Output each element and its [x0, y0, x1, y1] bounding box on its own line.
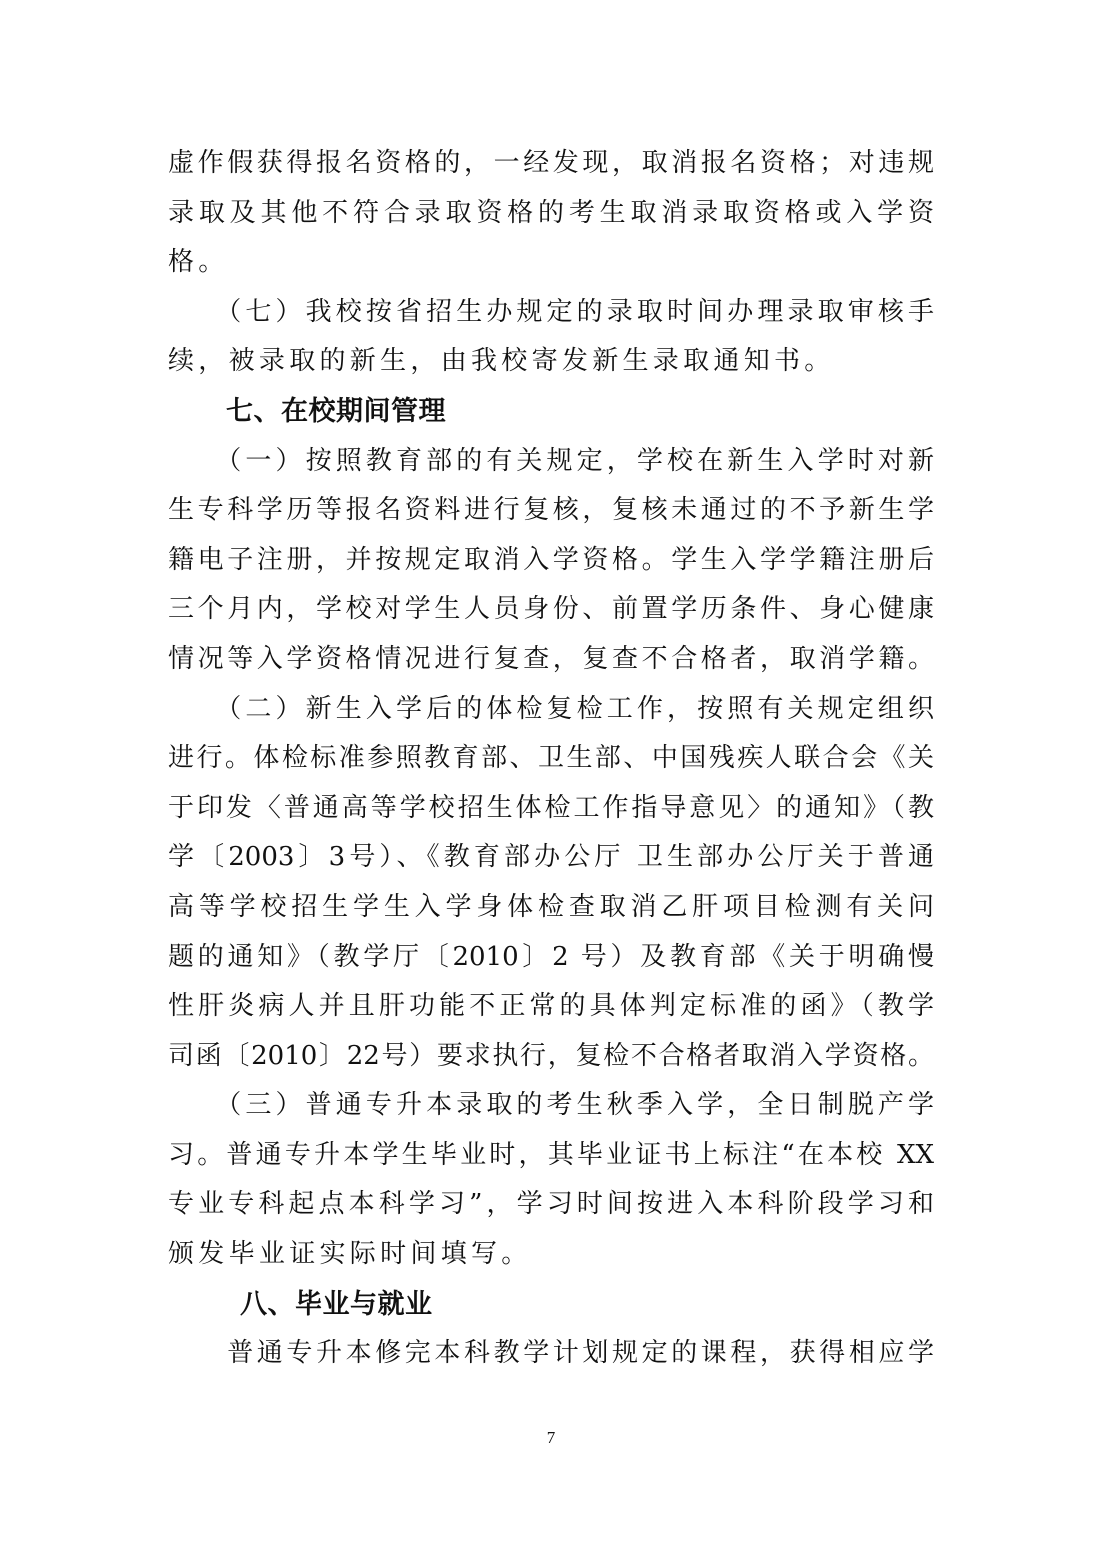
paragraph-line: 题的通知》（教学厅〔2010〕2 号）及教育部《关于明确慢 — [168, 941, 934, 972]
paragraph-line: 颁发毕业证实际时间填写。 — [168, 1239, 532, 1270]
page-number: 7 — [546, 1428, 556, 1447]
paragraph-line: 格。 — [168, 247, 229, 278]
paragraph-line: 续，被录取的新生，由我校寄发新生录取通知书。 — [168, 346, 835, 377]
paragraph-line: 情况等入学资格情况进行复查，复查不合格者，取消学籍。 — [168, 643, 934, 674]
paragraph-line: （一）按照教育部的有关规定，学校在新生入学时对新 — [168, 445, 934, 476]
section-heading: 八、毕业与就业 — [240, 1288, 433, 1320]
paragraph-line: 学〔2003〕3号）、《教育部办公厅 卫生部办公厅关于普通 — [168, 842, 934, 873]
paragraph-line: 习。普通专升本学生毕业时，其毕业证书上标注“在本校 XX — [168, 1139, 934, 1170]
document-body — [168, 139, 934, 1379]
paragraph-line: 司函〔2010〕22号）要求执行，复检不合格者取消入学资格。 — [168, 1040, 934, 1071]
paragraph-line: （七）我校按省招生办规定的录取时间办理录取审核手 — [168, 296, 934, 327]
paragraph-line: 于印发〈普通高等学校招生体检工作指导意见〉的通知》（教 — [168, 792, 934, 823]
paragraph-line: 三个月内，学校对学生人员身份、前置学历条件、身心健康 — [168, 594, 934, 625]
section-heading: 七、在校期间管理 — [226, 395, 446, 427]
paragraph-line: 专业专科起点本科学习”，学习时间按进入本科阶段学习和 — [168, 1189, 934, 1220]
paragraph-line: （三）普通专升本录取的考生秋季入学，全日制脱产学 — [168, 1090, 934, 1121]
paragraph-line: 高等学校招生学生入学身体检查取消乙肝项目检测有关问 — [168, 891, 934, 922]
paragraph-line: （二）新生入学后的体检复检工作，按照有关规定组织 — [168, 693, 934, 724]
paragraph-line: 进行。体检标准参照教育部、卫生部、中国残疾人联合会《关 — [168, 743, 934, 774]
paragraph-line: 性肝炎病人并且肝功能不正常的具体判定标准的函》（教学 — [168, 991, 934, 1022]
paragraph-line: 录取及其他不符合录取资格的考生取消录取资格或入学资 — [168, 197, 934, 228]
paragraph-line: 普通专升本修完本科教学计划规定的课程，获得相应学 — [168, 1338, 934, 1369]
paragraph-line: 籍电子注册，并按规定取消入学资格。学生入学学籍注册后 — [168, 544, 934, 575]
paragraph-line: 生专科学历等报名资料进行复核，复核未通过的不予新生学 — [168, 495, 934, 526]
paragraph-line: 虚作假获得报名资格的，一经发现，取消报名资格；对违规 — [168, 148, 934, 178]
